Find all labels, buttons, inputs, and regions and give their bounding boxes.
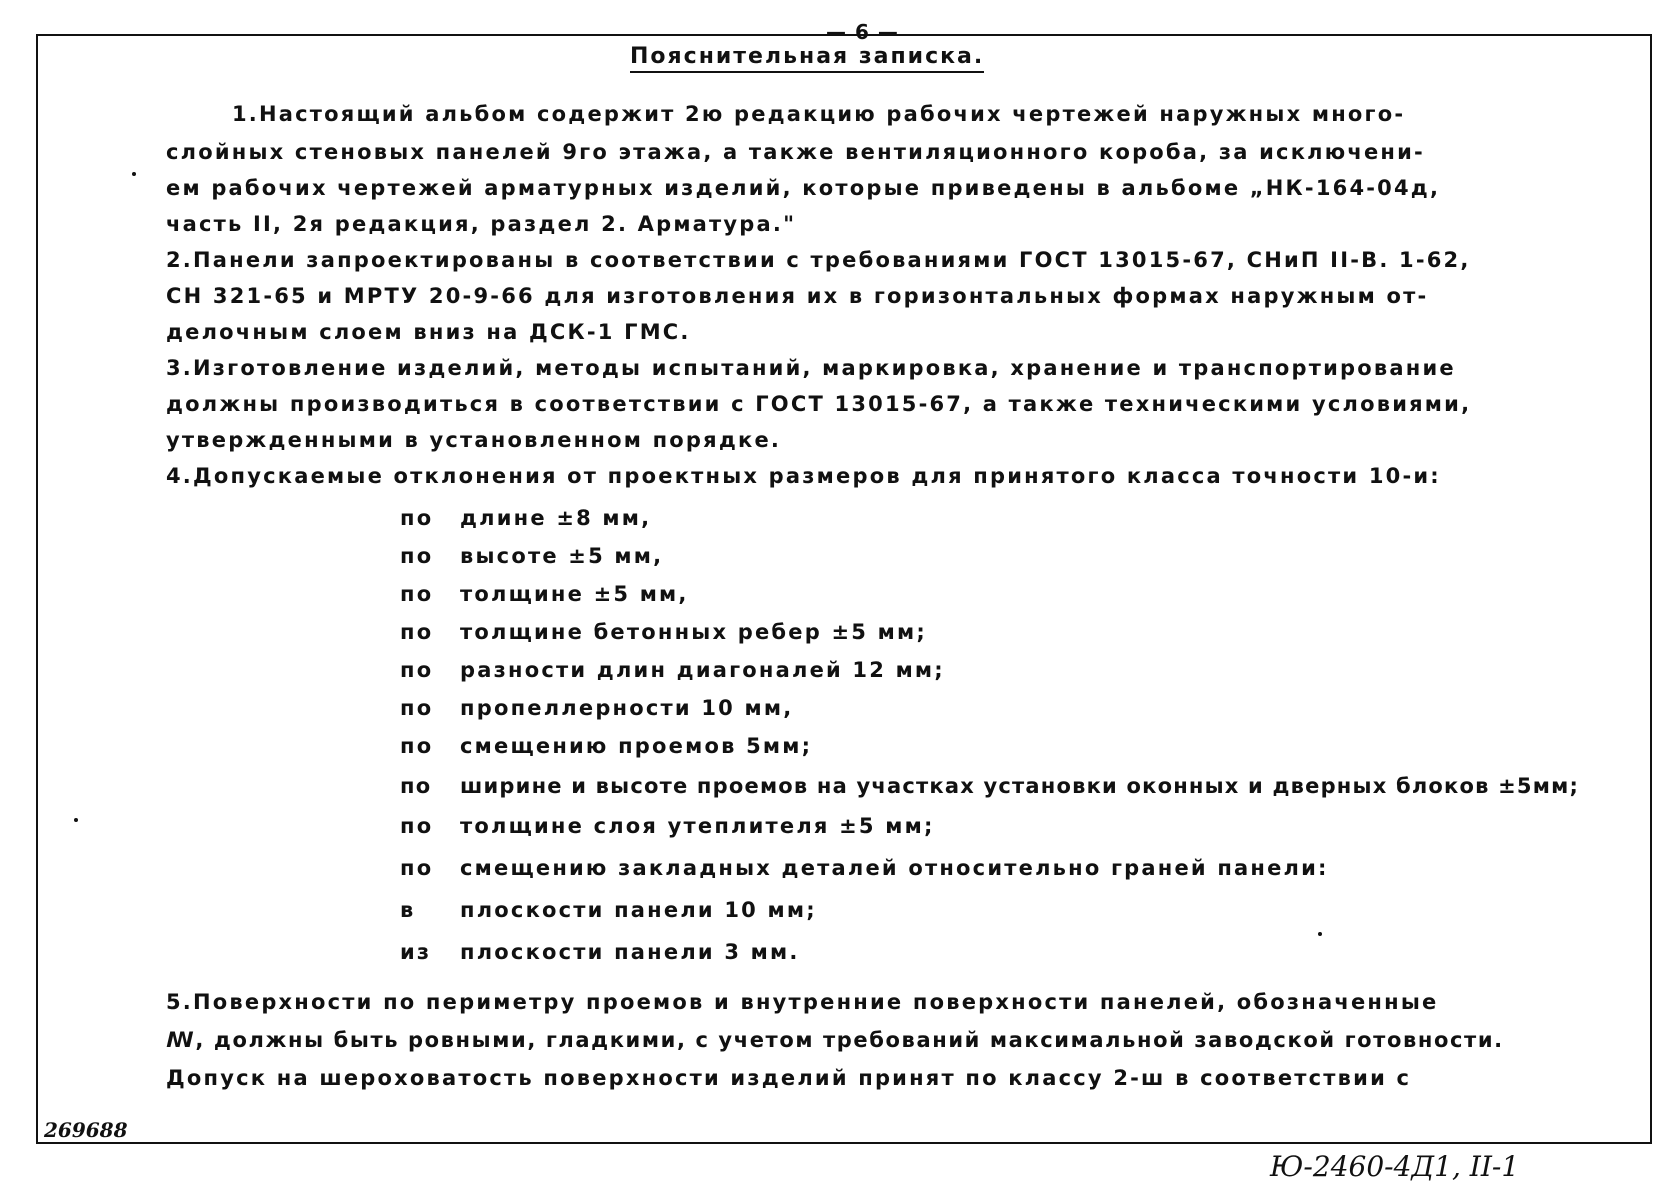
archive-number-stamp: 269688 — [44, 1118, 128, 1142]
text-line: делочным слоем вниз на ДСК-1 ГМС. — [166, 320, 691, 344]
text-line: слойных стеновых панелей 9го этажа, а также вентиляционного короба, за исключени- — [166, 140, 1425, 164]
page-number: — 6 — — [826, 20, 899, 44]
deviation-item: по толщине ±5 мм, — [400, 582, 689, 606]
document-code: Ю-2460-4Д1, II-1 — [1270, 1150, 1520, 1183]
text-line: 3.Изготовление изделий, методы испытаний, маркировка, хранение и транспортирование — [166, 356, 1456, 380]
text-line: СН 321-65 и МРТУ 20-9-66 для изготовления их в горизонтальных формах наружным от- — [166, 284, 1429, 308]
page-title: Пояснительная записка. — [630, 44, 984, 73]
scan-dot — [132, 172, 136, 176]
text-line: 4.Допускаемые отклонения от проектных размеров для принятого класса точности 10-и: — [166, 464, 1441, 488]
deviation-item: по смещению закладных деталей относительно граней панели: — [400, 856, 1329, 880]
text-line: ꟿ, должны быть ровными, гладкими, с учетом требований максимальной заводской готовности. — [166, 1028, 1504, 1052]
scan-dot — [74, 818, 78, 822]
text-line: 1.Настоящий альбом содержит 2ю редакцию рабочих чертежей наружных много- — [232, 102, 1406, 126]
text-line: 5.Поверхности по периметру проемов и внутренние поверхности панелей, обозначенные — [166, 990, 1439, 1014]
deviation-item: по длине ±8 мм, — [400, 506, 652, 530]
text-line: утвержденными в установленном порядке. — [166, 428, 782, 452]
drawing-frame — [36, 34, 1652, 1144]
deviation-item: по толщине слоя утеплителя ±5 мм; — [400, 814, 935, 838]
text-line: Допуск на шероховатость поверхности изделий принят по классу 2-ш в соответствии с — [166, 1066, 1412, 1090]
deviation-item: по толщине бетонных ребер ±5 мм; — [400, 620, 927, 644]
text-line: часть II, 2я редакция, раздел 2. Арматура." — [166, 212, 797, 236]
text-line: должны производиться в соответствии с ГОСТ 13015-67, а также техническими условиями, — [166, 392, 1472, 416]
deviation-item: по разности длин диагоналей 12 мм; — [400, 658, 945, 682]
deviation-item: из плоскости панели 3 мм. — [400, 940, 800, 964]
deviation-item: по смещению проемов 5мм; — [400, 734, 813, 758]
deviation-item: в плоскости панели 10 мм; — [400, 898, 817, 922]
text-line: 2.Панели запроектированы в соответствии с требованиями ГОСТ 13015-67, СНиП II-В. 1-62, — [166, 248, 1471, 272]
scan-dot — [1318, 932, 1322, 936]
text-line: ем рабочих чертежей арматурных изделий, которые приведены в альбоме „НК-164-04д, — [166, 176, 1441, 200]
deviation-item: по высоте ±5 мм, — [400, 544, 664, 568]
deviation-item: по пропеллерности 10 мм, — [400, 696, 794, 720]
deviation-item: по ширине и высоте проемов на участках установки оконных и дверных блоков ±5мм; — [400, 774, 1580, 798]
